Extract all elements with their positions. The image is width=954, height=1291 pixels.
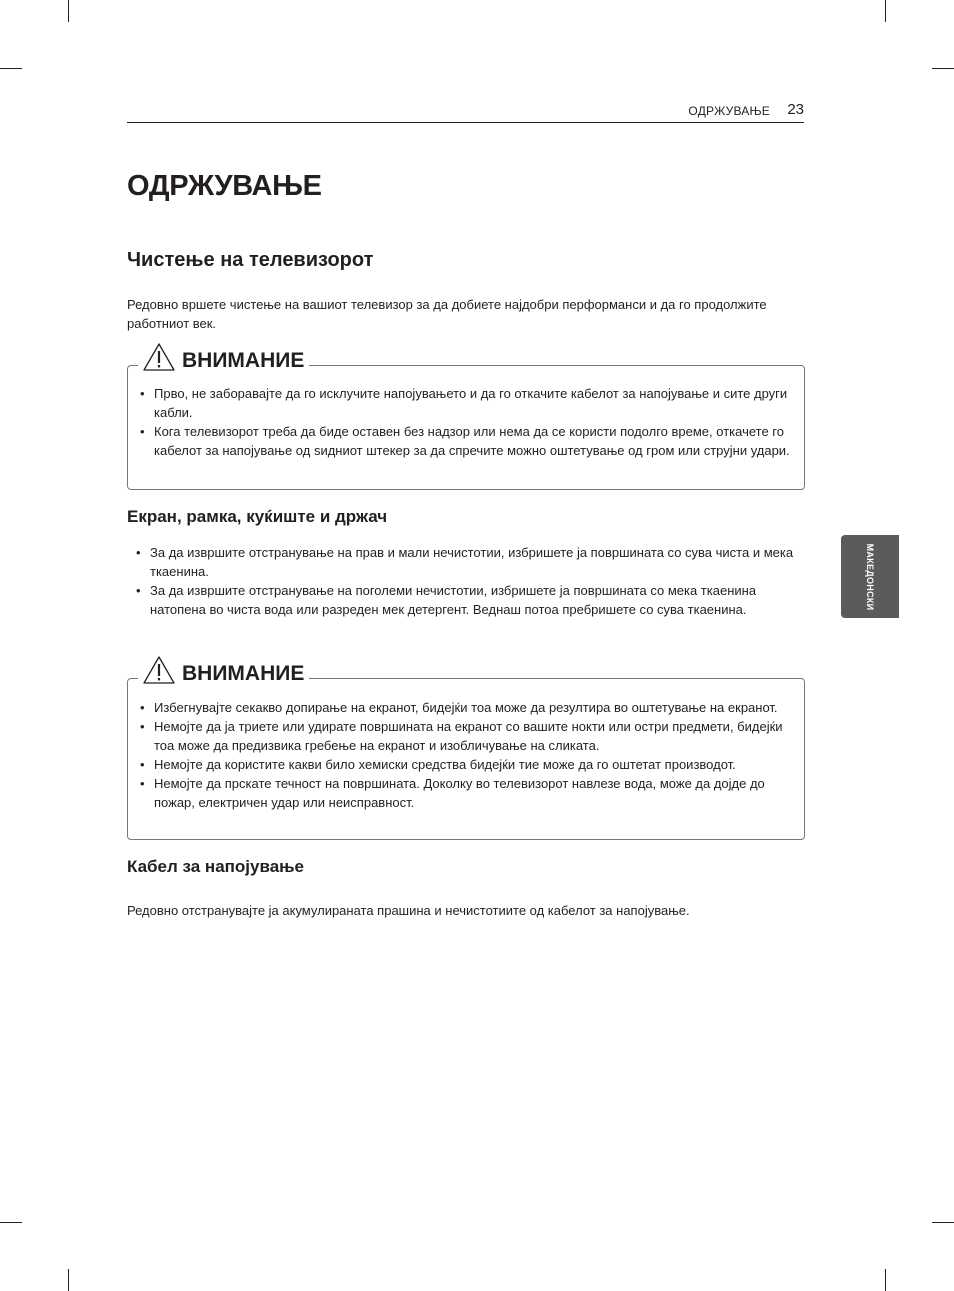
caution-header: [138, 655, 309, 685]
caution-list: [140, 698, 796, 812]
crop-mark: [932, 68, 954, 69]
crop-mark: [932, 1222, 954, 1223]
list-item: • Немојте да прскате течност на површината. Доколку во телевизорот навлезе вода, може да дојде до пожар, електричен удар или неисправност.: [140, 774, 796, 812]
caution-box-1: [127, 349, 805, 490]
warning-triangle-icon: [142, 655, 176, 685]
list-item: • Кога телевизорот треба да биде оставен без надзор или нема да се користи подолго време, откачете го кабелот за напојување од ѕидниот штекер за да спречите можно оштетување од гром или струјни удари.: [140, 422, 790, 460]
section-heading-cable: Кабел за напојување: [127, 857, 305, 876]
section-heading-cleaning: Чистење на телевизорот: [127, 249, 374, 271]
crop-mark: [885, 0, 886, 22]
caution-box-2: [127, 662, 805, 840]
list-item: • Немојте да ја триете или удирате површината на екранот со вашите нокти или остри предмети, бидејќи тоа може да предизвика гребење на екранот и изобличување на сликата.: [140, 717, 796, 755]
list-item: • Немојте да користите какви било хемиски средства бидејќи тие може да го оштетат производот.: [140, 755, 796, 774]
caution-list: [140, 384, 790, 460]
warning-triangle-icon: [142, 342, 176, 372]
cleaning-intro: Редовно вршете чистење на вашиот телевизор за да добиете најдобри перформанси и да го продолжите работниот век.: [127, 297, 767, 331]
running-header: [127, 100, 804, 123]
screen-list: [136, 543, 804, 619]
crop-mark: [0, 1222, 22, 1223]
crop-mark: [68, 0, 69, 22]
list-item: • Избегнувајте секакво допирање на екранот, бидејќи тоа може да резултира во оштетување на екранот.: [140, 698, 796, 717]
page-title: ОДРЖУВАЊЕ: [127, 170, 322, 202]
caution-title: ВНИМАНИЕ: [182, 662, 305, 685]
section-heading-screen: Екран, рамка, куќиште и држач: [127, 507, 388, 526]
language-tab-label: МАКЕДОНСКИ: [865, 543, 875, 610]
cable-text: Редовно отстранувајте ја акумулираната прашина и нечистотиите од кабелот за напојување.: [127, 903, 690, 918]
crop-mark: [68, 1269, 69, 1291]
caution-header: [138, 342, 309, 372]
caution-title: ВНИМАНИЕ: [182, 349, 305, 372]
list-item: • Прво, не заборавајте да го исклучите напојувањето и да го откачите кабелот за напојување и сите други кабли.: [140, 384, 790, 422]
crop-mark: [885, 1269, 886, 1291]
header-section-title: ОДРЖУВАЊЕ: [688, 104, 770, 118]
language-tab: [841, 535, 899, 618]
crop-mark: [0, 68, 22, 69]
list-item: • За да извршите отстранување на прав и мали нечистотии, избришете ја површината со сува чиста и мека ткаенина.: [136, 543, 804, 581]
list-item: • За да извршите отстранување на поголеми нечистотии, избришете ја површината со мека ткаенина натопена во чиста вода или разреден мек детергент. Веднаш потоа пребришете со сува ткаенина.: [136, 581, 804, 619]
page-number: 23: [787, 101, 804, 118]
